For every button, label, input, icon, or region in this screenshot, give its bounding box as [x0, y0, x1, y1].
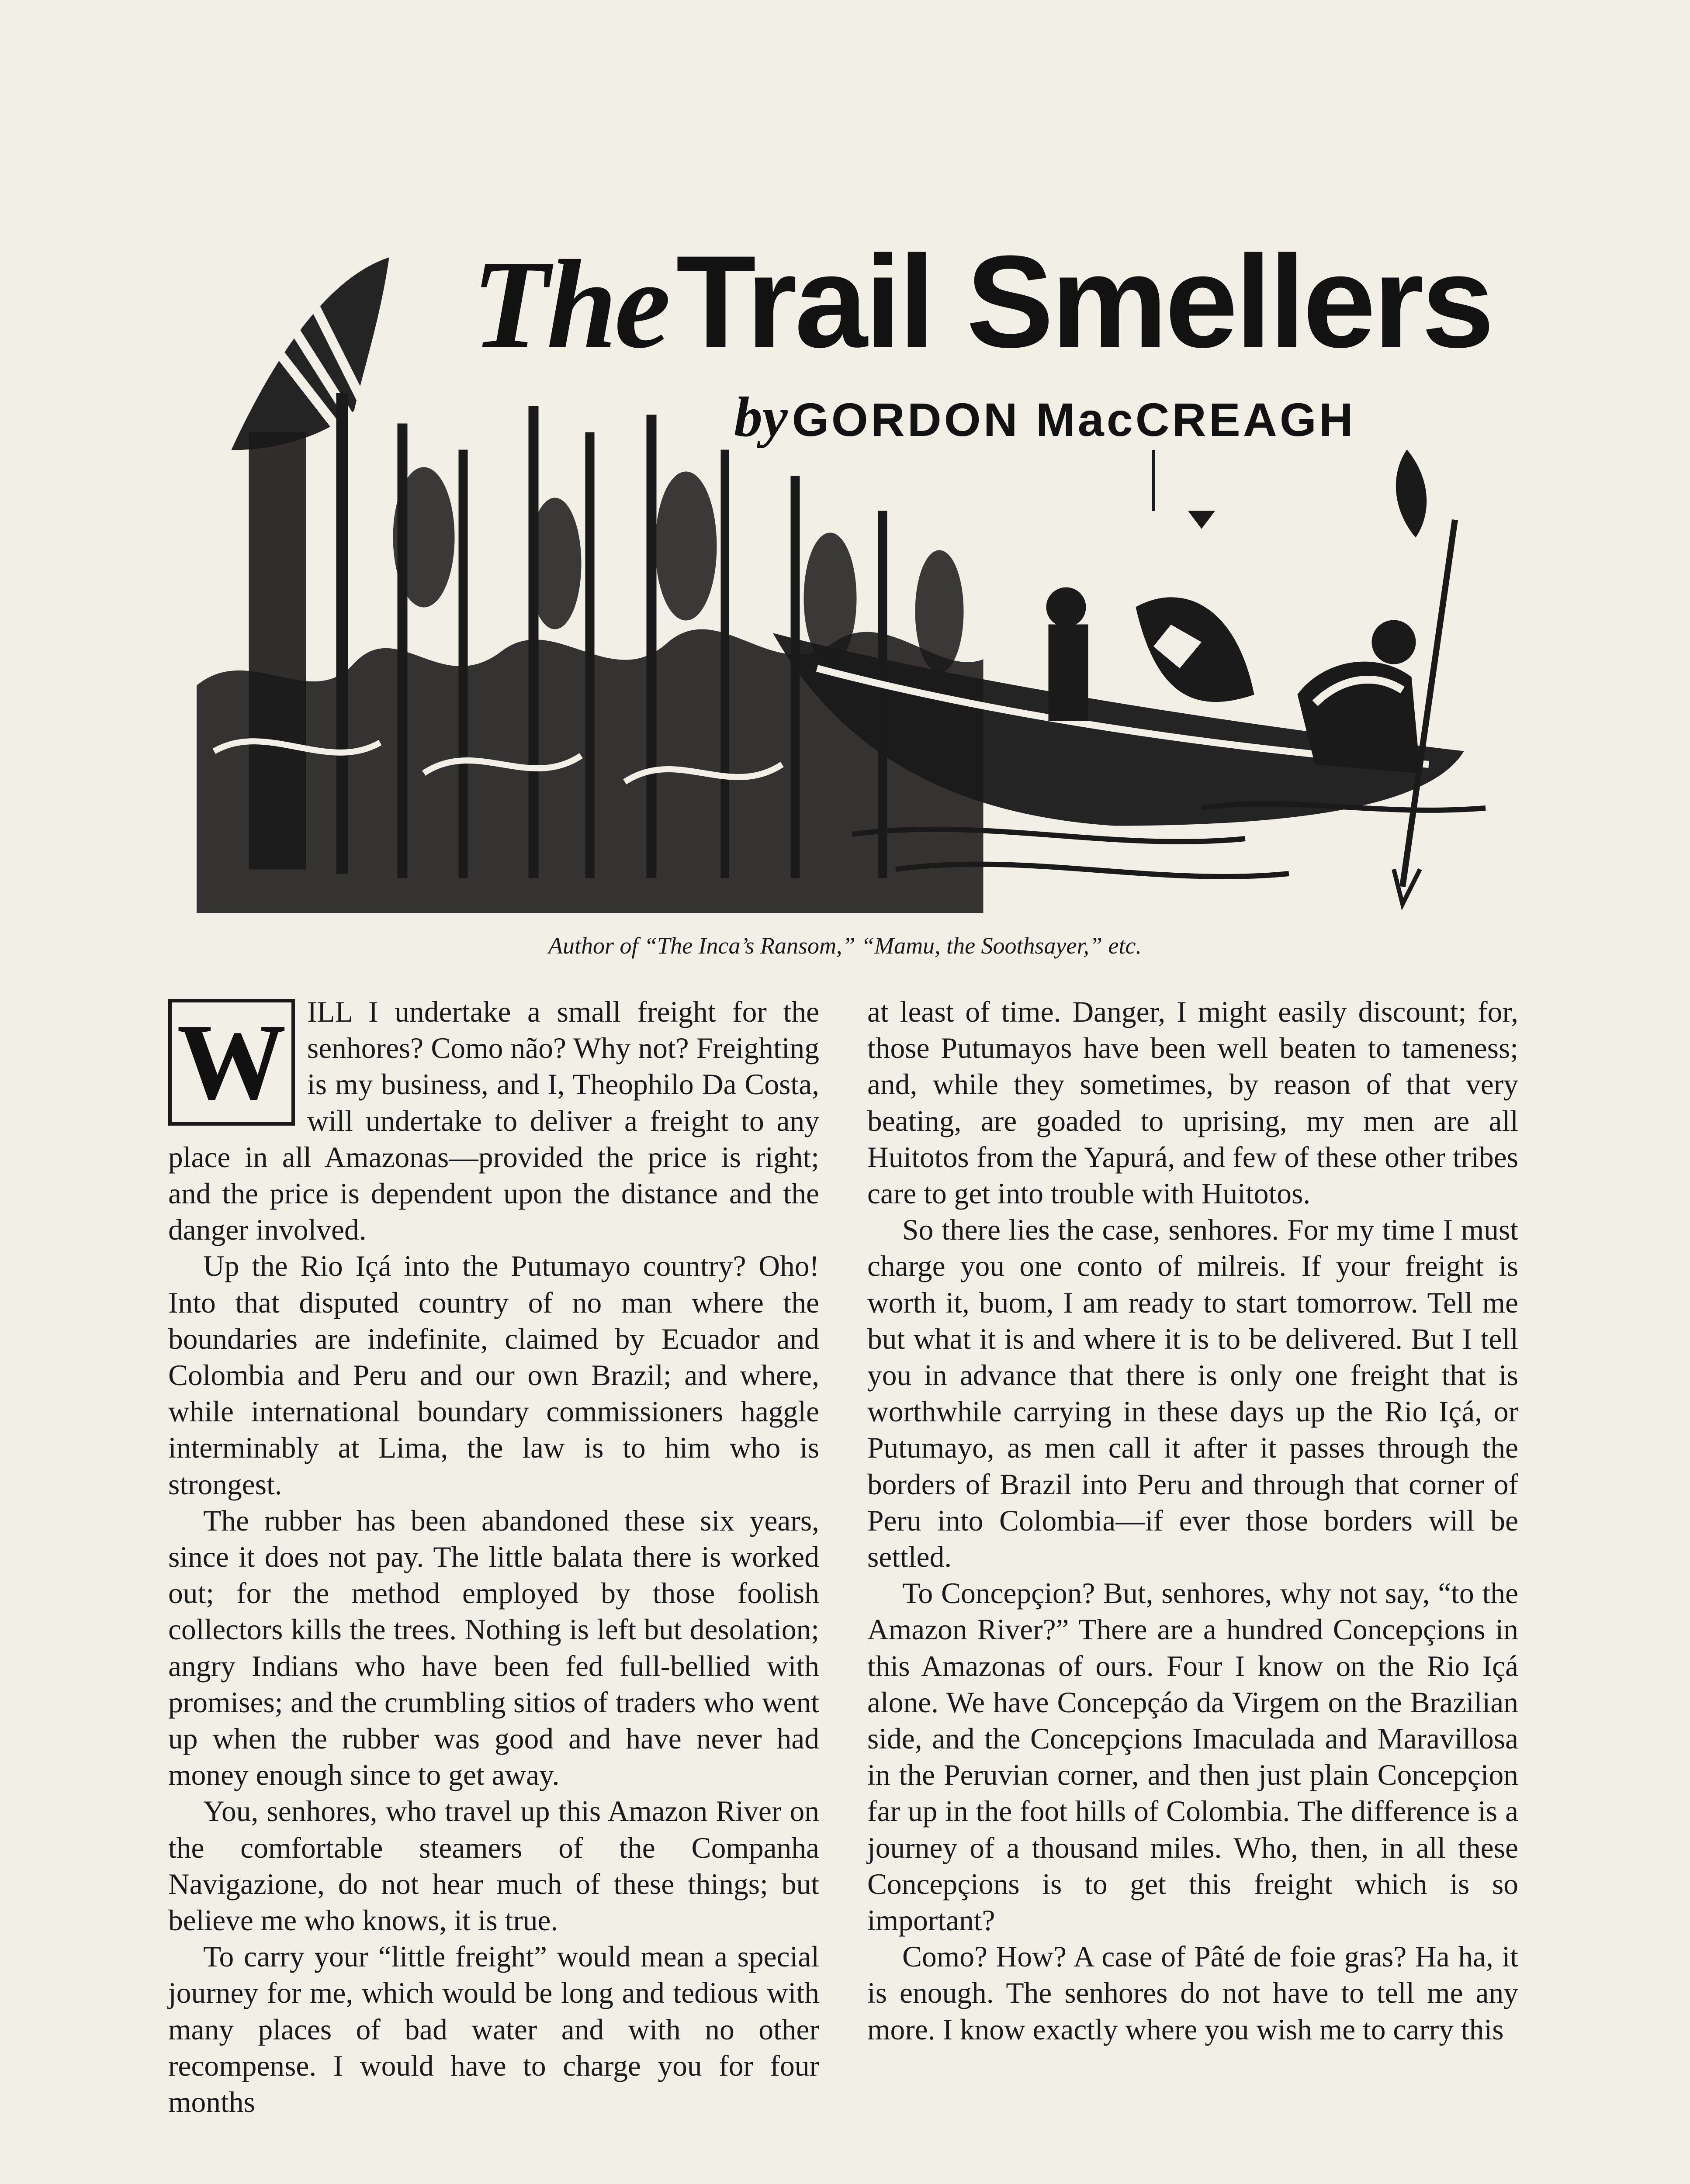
author-credits-caption: Author of “The Inca’s Ransom,” “Mamu, the Soothsayer,” etc. — [548, 933, 1142, 959]
title-block — [472, 227, 1503, 454]
drop-cap: W — [168, 999, 295, 1126]
title-main: Trail Smellers — [676, 228, 1492, 375]
paragraph: Como? How? A case of Pâté de foie gras? Ha ha, it is enough. The senhores do not have to tell me any more. I know exactly where you wish me to carry this — [867, 1940, 1518, 2046]
byline — [734, 384, 1356, 450]
right-column — [867, 994, 1518, 2048]
paragraph: To carry your “little freight” would mean a special journey for me, which would be long and tedious with many places of bad water and with no other recompense. I would have to charge you for four months — [168, 1940, 819, 2119]
paragraph: ILL I undertake a small freight for the senhores? Como não? Why not? Freighting is my business, and I, Theophilo Da Costa, will undertake to deliver a freight to any place in all Amazonas—provided the price is right; and the price is dependent upon the distance and the danger involved. — [168, 995, 819, 1247]
paragraph: Up the Rio Içá into the Putumayo country? Oho! Into that disputed country of no man where the boundaries are indefinite, claimed by Ecuador and Colombia and Peru and our own Brazil; and where, while international boundary commissioners haggle interminably at Lima, the law is to him who is strongest. — [168, 1250, 819, 1501]
title-the: The — [472, 234, 668, 374]
paragraph: at least of time. Danger, I might easily discount; for, those Putumayos have been well beaten to tameness; and, while they sometimes, by reason of that very beating, are goaded to uprising, my men are all Huitotos from the Yapurá, and few of these other tribes care to get into trouble with Huitotos. — [867, 995, 1518, 1210]
paragraph: So there lies the case, senhores. For my time I must charge you one conto of milreis. If your freight is worth it, buom, I am ready to start tomorrow. Tell me but what it is and where it is to be delivered. But I tell you in advance that there is only one freight that is worthwhile carrying in these days up the Rio Içá, or Putumayo, as men call it after it passes through the borders of Brazil into Peru and through that corner of Peru into Colombia—if ever those borders will be settled. — [867, 1213, 1518, 1574]
byline-author: GORDON MacCREAGH — [792, 393, 1356, 446]
paragraph: You, senhores, who travel up this Amazon River on the comfortable steamers of the Companha Navigazione, do not hear much of these things; but believe me who knows, it is true. — [168, 1795, 819, 1937]
story-title — [472, 227, 1492, 379]
left-column — [168, 994, 819, 2120]
byline-by: by — [734, 386, 788, 449]
paragraph: To Concepçion? But, senhores, why not say, “to the Amazon River?” There are a hundred Concepçions in this Amazonas of ours. Four I know on the Rio Içá alone. We have Concepçáo da Virgem on the Brazilian side, and the Concepçions Imaculada and Maravillosa in the Peruvian corner, and then just plain Concepçion far up in the foot hills of Colombia. The difference is a journey of a thousand miles. Who, then, in all these Concepçions is to get this freight which is so important? — [867, 1577, 1518, 1937]
paragraph: The rubber has been abandoned these six years, since it does not pay. The little balata there is worked out; for the method employed by those foolish collectors kills the trees. Nothing is left but desolation; angry Indians who have been fed full-bellied with promises; and the crumbling sitios of traders who went up when the rubber was good and have never had money enough since to get away. — [168, 1504, 819, 1792]
